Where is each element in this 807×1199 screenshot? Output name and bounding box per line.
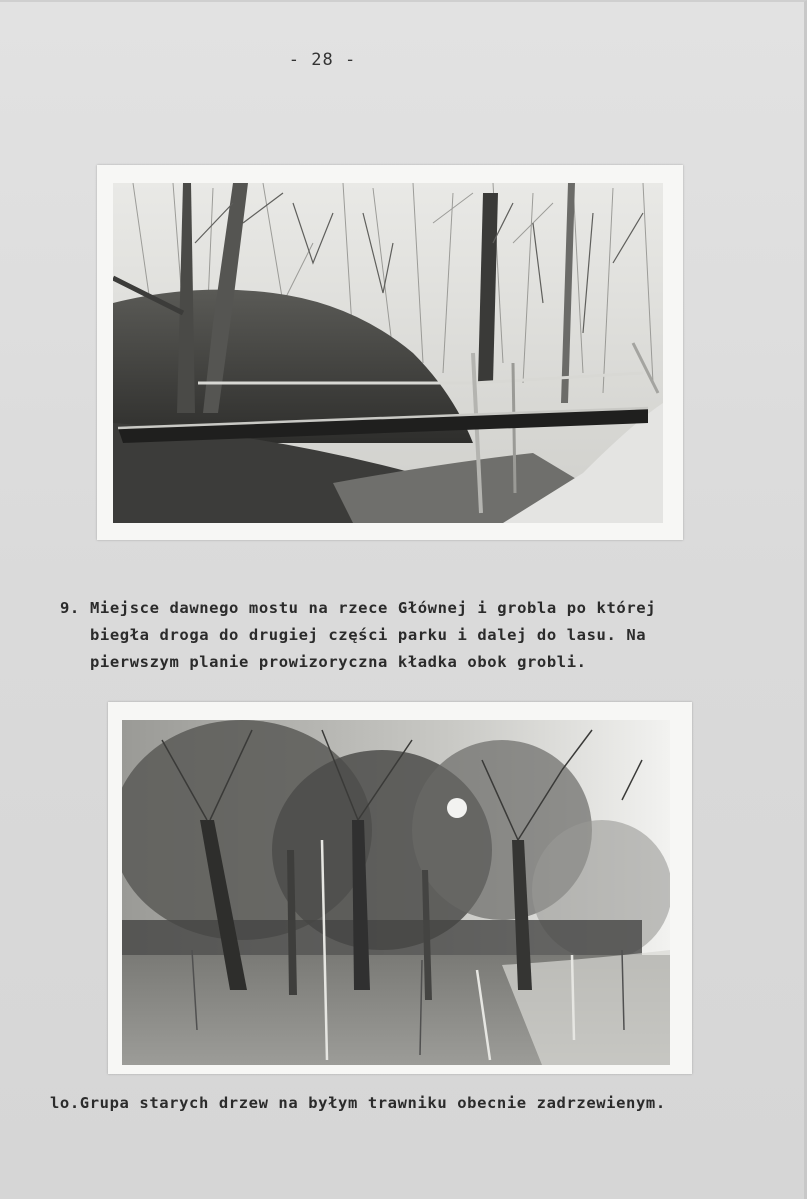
figure-caption-9 (60, 595, 760, 676)
figure-number: 9. (60, 599, 80, 617)
photo-old-trees (108, 702, 692, 1074)
photo-old-trees-image (122, 720, 670, 1065)
caption-line: biegła droga do drugiej części parku i dalej do lasu. Na (90, 626, 647, 644)
caption-line: Miejsce dawnego mostu na rzece Głównej i grobla po której (90, 599, 657, 617)
caption-line: pierwszym planie prowizoryczna kładka obok grobli. (90, 653, 587, 671)
photo-footbridge-image (113, 183, 663, 523)
photo-footbridge (97, 165, 683, 540)
figure-caption-10: lo.Grupa starych drzew na byłym trawniku obecnie zadrzewienym. (50, 1094, 666, 1112)
page-number: - 28 - (288, 50, 357, 70)
